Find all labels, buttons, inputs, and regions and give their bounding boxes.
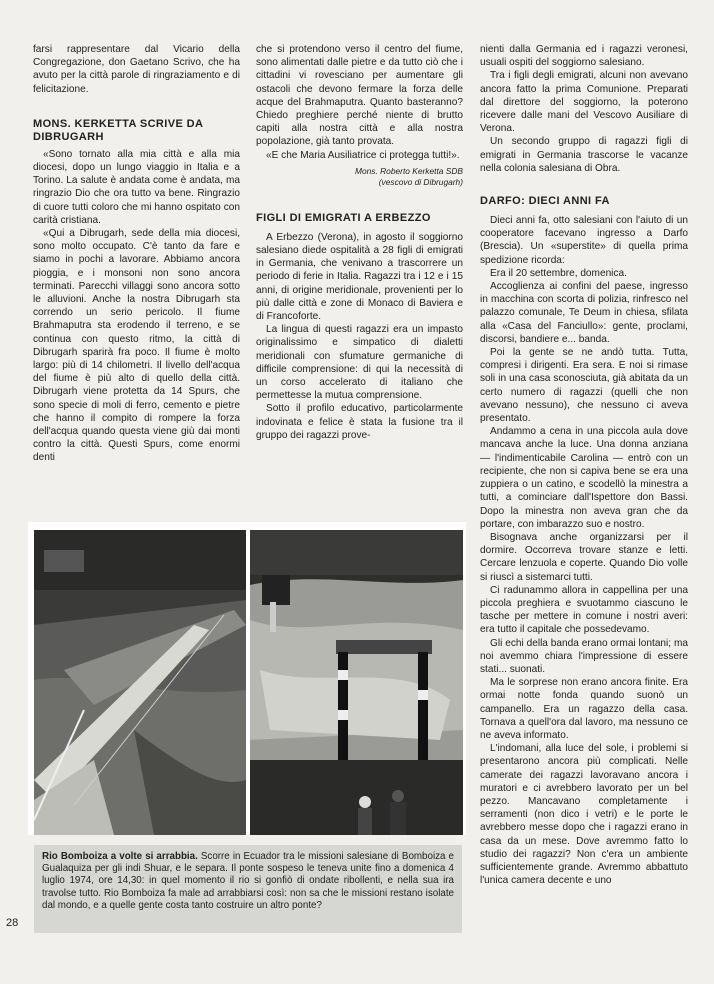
paragraph: «E che Maria Ausiliatrice ci protegga tutti!». [266,149,460,161]
section-heading: MONS. KERKETTA SCRIVE DA DIBRUGARH [33,117,203,143]
paragraph: Un secondo gruppo di ragazzi figli di emigrati in Germania trascorse le vacanze nella colonia salesiana di Obra. [480,136,688,174]
column-1 [33,43,240,465]
paragraph: La lingua di questi ragazzi era un impasto originalissimo e simpatico di dialetti meridionali con sfumature germaniche di difficile comprensione: di qui la necessità di un corso accelerato di italiano che permettesse la mutua comprensione. [256,324,463,402]
photo-caption [34,845,462,933]
paragraph: Ma le sorprese non erano ancora finite. Era ormai notte fonda quando suonò un campanello. Era un ragazzo della casa. Tornava a quell'ora dal lavoro, ma nessuno ce ne aveva informato. [480,677,688,741]
column-3 [480,43,688,887]
signature-name: Mons. Roberto Kerketta SDB [355,165,463,176]
paragraph: farsi rappresentare dal Vicario della Congregazione, don Gaetano Scrivo, che ha avuto per la città parole di ringraziamento e di felicitazione. [33,44,240,95]
paragraph: «Qui a Dibrugarh, sede della mia diocesi, sono molto occupato. C'è tanto da fare e siamo in pochi a lavorare. Abbiamo ancora pioggia, e i monsoni non sono ancora terminati. Parecchi villaggi sono ancora sotto le alluvioni. Anche la nostra Dibrugarh sta correndo un serio pericolo. Il fiume Brahmaputra sta erodendo il terreno, e se continua con questo ritmo, la città di Dibrugarh sparirà fra poco. Il fiume è molto largo: più di 14 chilometri. Il livello dell'acqua del fiume è più alto di quello della città. Dibrugarh viene protetta da 14 Spurs, che sono specie di moli di ferro, cemento e pietre che hanno il compito di rompere la forza dell'acqua quando questa viene giù dai monti contro la città. Questi Spurs, come enormi denti [33,228,240,464]
caption-body: Scorre in Ecuador tra le missioni salesiane di Bomboiza e Gualaquiza per gli indi Shuar, e le separa. Il ponte sospeso le teneva unite fino a domenica 4 luglio 1974, ore 14,30: in quel momento il rio si gonfiò di ondate ribollenti, e nella sua ira travolse tutto. Rio Bomboiza fa male ad arrabbiarsi così: non sa che le missioni restano isolate dal mondo, e a quelle gente costa tanto costruire un altro ponte? [42,851,454,911]
photo-panel [28,522,466,835]
section-heading: FIGLI DI EMIGRATI A ERBEZZO [256,211,431,224]
bridge-photo-left [34,530,246,835]
paragraph: Gli echi della banda erano ormai lontani; ma noi avemmo chiara l'impressione di essere stati... suonati. [480,637,688,675]
section-heading: DARFO: DIECI ANNI FA [480,195,610,208]
bridge-photo-right [250,530,463,835]
paragraph: «Sono tornato alla mia città e alla mia diocesi, dopo un lungo viaggio in Italia e a Torino. La salute è andata come è andata, ma ringrazio Dio che ora tutto va bene. Ringrazio di cuore tutti coloro che mi hanno ospitato con carità cristiana. [33,148,240,226]
paragraph: Accoglienza ai confini del paese, ingresso in macchina con scorta di polizia, rinfresco nel palazzo comunale, Te Deum in chiesa, sfilata alla «Casa del Fanciullo»: gente, proclami, discorsi, bandiere e... banda. [480,281,688,345]
signature-title: (vescovo di Dibrugarh) [378,176,463,187]
column-2 [256,43,463,442]
paragraph: nienti dalla Germania ed i ragazzi veronesi, usuali ospiti del soggiorno salesiano. [480,44,688,69]
paragraph: Era il 20 settembre, domenica. [490,267,627,279]
paragraph: Dieci anni fa, otto salesiani con l'aiuto di un cooperatore facevano ingresso a Darfo (Brescia). Un «superstite» di quella prima spedizione ricorda: [480,215,688,266]
paragraph: Sotto il profilo educativo, particolarmente indovinata e felice è stata la fusione tra il gruppo dei ragazzi prove- [256,403,463,441]
paragraph: L'indomani, alla luce del sole, i problemi si presentarono ancora più complicati. Nelle camerate dei ragazzi lavoravano ancora i muratori e ci avrebbero lavorato per un bel pezzo. Mancavano completamente i serramenti (non dico i vetri) e le porte le avrebbero messe dopo che i ragazzi erano in casa da un mese. Dove avremmo fatto lo studio dei ragazzi? Non c'era un ambiente sufficientemente grande. Avremmo abbattuto l'unica camera decente e uno [480,743,688,887]
paragraph: che si protendono verso il centro del fiume, sono alimentati dalle pietre e da tutto ciò che i cittadini vi rovesciano per aumentare gli ostacoli che devono fermare la forza delle acque del Brahmaputra. Quanto basteranno? Chiedo preghiere perché niente di brutto capiti alla nostra città e alla nostra popolazione, già tanto provata. [256,44,463,148]
caption-title: Rio Bomboiza a volte si arrabbia. [42,851,198,862]
paragraph: Ci radunammo allora in cappellina per una piccola preghiera e svuotammo ciascuno le tasche per mettere in comune i nostri averi: era tutto il capitale che possedevamo. [480,584,688,636]
paragraph: Andammo a cena in una piccola aula dove mancava anche la luce. Una donna anziana — l'indimenticabile Carolina — entrò con un recipiente, che non si capiva bene se era una zuppiera o un catino, e scodellò la minestra a tutti, a cominciare dall'Ispettore don Bassi. Dopo la minestra non aveva gran che da portare, con imbarazzo suo e nostro. [480,426,688,530]
paragraph: Poi la gente se ne andò tutta. Tutta, compresi i dirigenti. Era sera. E noi si rimase soli in una casa sconosciuta, già abitata da un certo numero di ragazzi (quelli che non avevano nessuno), che nessuno ci aveva presentato. [480,347,688,425]
page-number: 28 [6,917,19,929]
paragraph: Bisognava anche organizzarsi per il dormire. Occorreva trovare stanze e letti. Cercare lenzuola e coperte. Quando Dio volle si riuscì a sistemarci tutti. [480,531,688,583]
paragraph: A Erbezzo (Verona), in agosto il soggiorno salesiano diede ospitalità a 28 figli di emigrati in Germania, che venivano a trascorrere un periodo di ferie in Italia. Ragazzi tra i 12 e i 15 anni, di origine meridionale, provenienti per lo più dalle città e zone di Monaco di Baviera e di Francoforte. [256,231,463,323]
paragraph: Tra i figli degli emigrati, alcuni non avevano ancora fatto la prima Comunione. Preparati dal direttore del soggiorno, la poterono ricevere dalle mani del Vescovo Ausiliare di Verona. [480,70,688,135]
